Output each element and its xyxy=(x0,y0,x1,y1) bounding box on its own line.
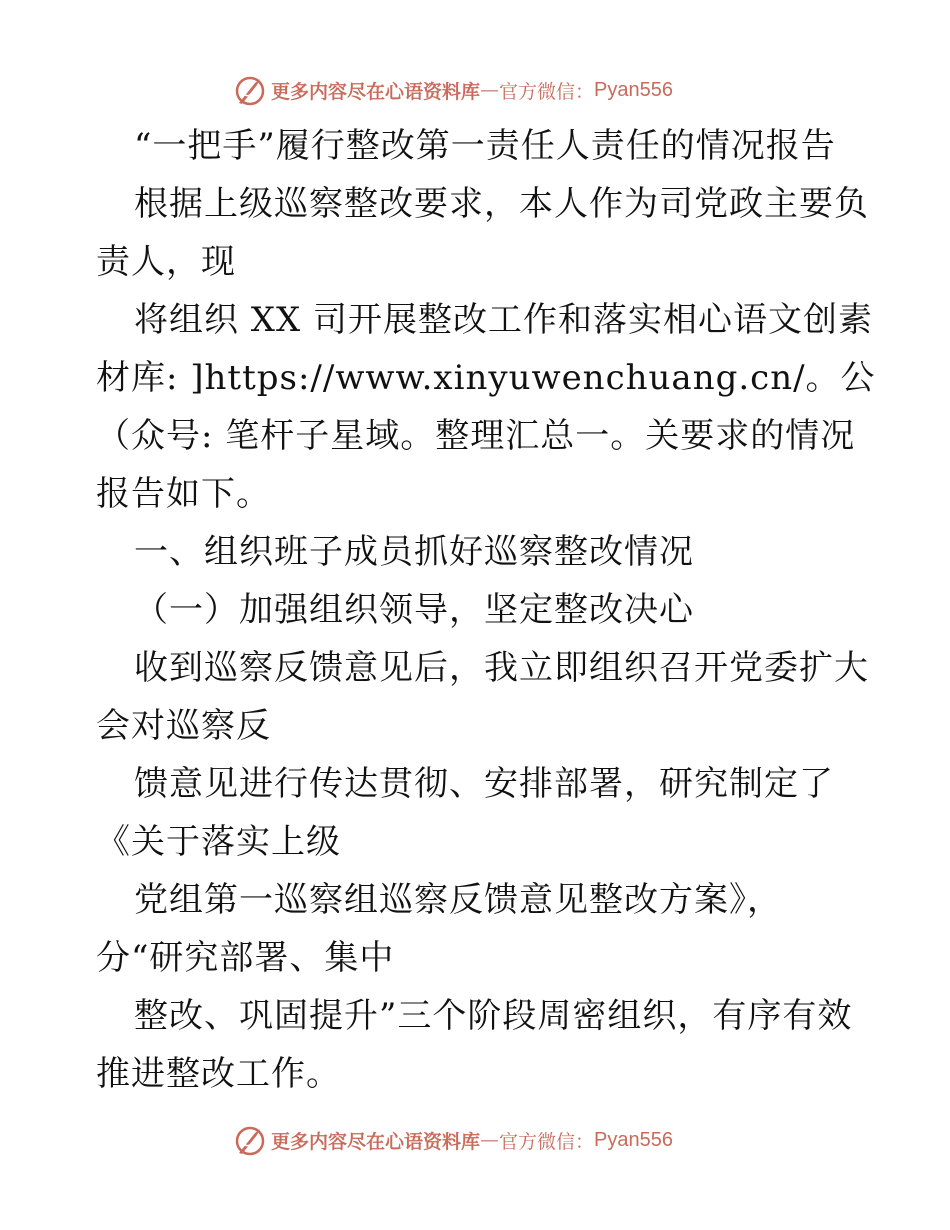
paragraph-line: 材库: ]https://www.xinyuwenchuang.cn/。公 xyxy=(96,358,876,398)
watermark-separator: — xyxy=(480,79,500,101)
paragraph-line: 报告如下。 xyxy=(96,474,271,514)
watermark-label: 官方微信： xyxy=(499,80,595,103)
paragraph-line: 馈意见进行传达贯彻、安排部署，研究制定了 xyxy=(134,764,834,804)
paragraph-line: 收到巡察反馈意见后，我立即组织召开党委扩大 xyxy=(134,648,869,688)
watermark-separator: — xyxy=(480,1129,500,1151)
watermark-id: Pyan556 xyxy=(594,1128,673,1151)
watermark-label: 官方微信： xyxy=(499,1130,595,1153)
watermark-header xyxy=(233,72,673,108)
section-heading: 一、组织班子成员抓好巡察整改情况 xyxy=(134,532,694,572)
brush-logo-icon xyxy=(233,1123,267,1157)
paragraph-line: 党组第一巡察组巡察反馈意见整改方案》， xyxy=(134,880,782,920)
subsection-heading: （一）加强组织领导，坚定整改决心 xyxy=(134,590,694,630)
paragraph-line: 根据上级巡察整改要求，本人作为司党政主要负 xyxy=(134,184,869,224)
watermark-main-text: 更多内容尽在心语资料库 xyxy=(271,1130,481,1153)
paragraph-line: 分“研究部署、集中 xyxy=(96,938,395,978)
paragraph-line: 整改、巩固提升”三个阶段周密组织，有序有效 xyxy=(134,996,853,1036)
paragraph-line: 责人，现 xyxy=(96,242,236,282)
paragraph-line: 将组织 XX 司开展整改工作和落实相心语文创素 xyxy=(134,300,874,340)
paragraph-line: （众号: 笔杆子星域。整理汇总一。关要求的情况 xyxy=(96,416,856,456)
paragraph-line: 推进整改工作。 xyxy=(96,1054,341,1094)
watermark-footer xyxy=(233,1122,673,1158)
brush-logo-icon xyxy=(233,73,267,107)
watermark-main-text: 更多内容尽在心语资料库 xyxy=(271,80,481,103)
paragraph-line: 会对巡察反 xyxy=(96,706,271,746)
watermark-id: Pyan556 xyxy=(594,78,673,101)
document-title: “一把手”履行整改第一责任人责任的情况报告 xyxy=(134,126,836,166)
paragraph-line: 《关于落实上级 xyxy=(96,822,341,862)
